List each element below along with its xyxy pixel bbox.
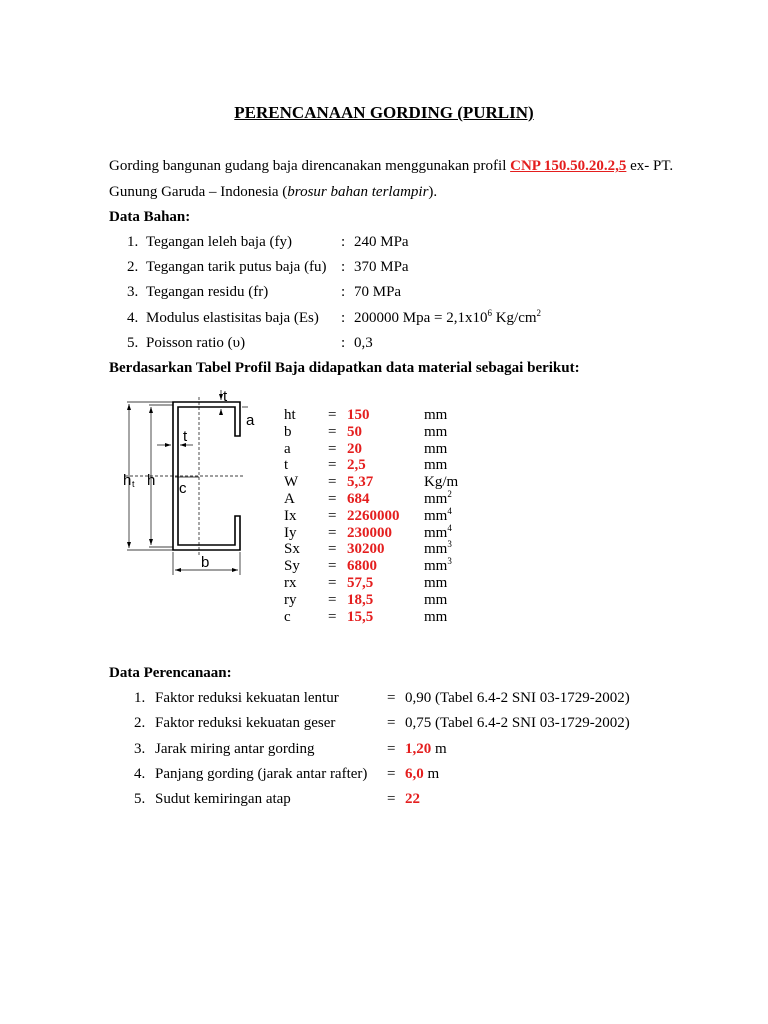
property-equals: =	[328, 440, 337, 457]
perencanaan-num: 4.	[134, 766, 146, 782]
property-unit-text: mm	[424, 440, 448, 457]
property-unit	[424, 474, 458, 491]
property-unit	[424, 592, 447, 609]
property-equals: =	[328, 507, 337, 524]
data-perencanaan-heading: Data Perencanaan:	[109, 665, 232, 681]
property-value: 2260000	[347, 507, 400, 524]
property-value: 57,5	[347, 574, 374, 591]
perencanaan-unit: m	[431, 741, 447, 757]
property-unit-text: mm	[424, 423, 448, 440]
profile-link: CNP 150.50.20.2,5	[510, 158, 627, 174]
property-unit-exponent: 4	[447, 505, 452, 516]
bahan-value-2: 370 MPa	[354, 259, 409, 275]
bahan-label-4: Modulus elastisitas baja (Es)	[146, 310, 319, 326]
property-unit-text: mm	[424, 608, 448, 625]
property-equals: =	[328, 490, 337, 507]
dim-label-a: a	[246, 412, 255, 429]
property-label: a	[284, 440, 291, 457]
intro-text-2: Gunung Garuda – Indonesia (	[109, 184, 288, 200]
property-unit	[424, 609, 447, 626]
property-label: ht	[284, 407, 296, 423]
property-unit-exponent: 4	[447, 522, 452, 533]
property-label: Sy	[284, 558, 300, 575]
bahan-label-1: Tegangan leleh baja (fy)	[146, 234, 292, 250]
intro-suffix: ex- PT.	[626, 158, 674, 174]
modulus-unit: Kg/cm	[491, 310, 537, 326]
bahan-colon-5: :	[341, 335, 346, 351]
modulus-unit-exp: 2	[536, 308, 542, 318]
perencanaan-unit: m	[423, 766, 440, 782]
perencanaan-value-text: 0,90 (Tabel 6.4-2 SNI 03-1729-2002)	[405, 690, 630, 706]
perencanaan-value	[405, 742, 447, 757]
dim-label-b: b	[201, 554, 210, 571]
dim-label-t-flange: t	[223, 388, 228, 405]
perencanaan-num: 3.	[134, 741, 146, 757]
property-equals: =	[328, 591, 337, 608]
perencanaan-equals: =	[387, 715, 396, 731]
perencanaan-equals: =	[387, 741, 396, 757]
perencanaan-label: Jarak miring antar gording	[155, 741, 315, 757]
property-label: c	[284, 608, 291, 625]
bahan-colon-3: :	[341, 284, 346, 300]
property-equals: =	[328, 407, 337, 423]
bahan-value-3: 70 MPa	[354, 284, 402, 300]
property-value: 18,5	[347, 591, 374, 608]
property-unit-exponent: 2	[447, 488, 452, 499]
property-equals: =	[328, 423, 337, 440]
property-unit-text: mm	[424, 558, 448, 575]
property-label: t	[284, 457, 289, 474]
bahan-colon-1: :	[341, 234, 346, 250]
property-unit-text: mm	[424, 457, 448, 474]
property-equals: =	[328, 541, 337, 558]
bahan-num-1: 1.	[127, 234, 139, 250]
property-value: 2,5	[347, 457, 366, 474]
property-unit	[424, 558, 452, 575]
property-unit-text: mm	[424, 541, 448, 558]
bahan-label-3: Tegangan residu (fr)	[146, 284, 269, 300]
perencanaan-value-red: 6,0	[405, 766, 424, 782]
perencanaan-num: 5.	[134, 791, 146, 807]
property-value: 15,5	[347, 608, 374, 625]
perencanaan-label: Sudut kemiringan atap	[155, 791, 291, 807]
property-label: W	[284, 474, 299, 491]
bahan-num-4: 4.	[127, 310, 139, 326]
property-equals: =	[328, 474, 337, 491]
perencanaan-num: 1.	[134, 690, 146, 706]
property-unit-text: mm	[424, 490, 448, 507]
perencanaan-value	[405, 767, 439, 782]
dim-label-c: c	[179, 480, 187, 497]
property-unit	[424, 441, 447, 458]
bahan-value-1: 240 MPa	[354, 234, 409, 250]
perencanaan-equals: =	[387, 766, 396, 782]
property-equals: =	[328, 524, 337, 541]
data-bahan-heading: Data Bahan:	[109, 209, 191, 225]
property-equals: =	[328, 608, 337, 625]
bahan-label-5: Poisson ratio (υ)	[146, 335, 246, 351]
property-unit	[424, 457, 447, 474]
bahan-label-2: Tegangan tarik putus baja (fu)	[146, 259, 327, 275]
property-value: 5,37	[347, 474, 374, 491]
perencanaan-value	[405, 716, 630, 731]
bahan-colon-4: :	[341, 310, 346, 326]
c-channel-profile-diagram	[115, 385, 255, 580]
property-equals: =	[328, 457, 337, 474]
property-unit	[424, 424, 447, 441]
bahan-num-5: 5.	[127, 335, 139, 351]
property-label: ry	[284, 591, 297, 608]
perencanaan-equals: =	[387, 791, 396, 807]
property-value: 20	[347, 440, 362, 457]
property-value: 6800	[347, 558, 377, 575]
property-equals: =	[328, 574, 337, 591]
property-unit-exponent: 3	[447, 539, 452, 550]
property-label: A	[284, 490, 295, 507]
perencanaan-label: Panjang gording (jarak antar rafter)	[155, 766, 368, 782]
property-unit	[424, 407, 447, 424]
property-value: 150	[347, 407, 370, 423]
dim-label-t-web: t	[183, 428, 188, 445]
dim-label-ht-sub: t	[132, 479, 135, 489]
intro-suffix-2: ).	[428, 184, 438, 200]
bahan-value-4	[354, 308, 542, 326]
bahan-colon-2: :	[341, 259, 346, 275]
perencanaan-value-red: 1,20	[405, 741, 432, 757]
property-value: 684	[347, 490, 370, 507]
modulus-value: 200000 Mpa = 2,1x10	[354, 310, 488, 326]
property-unit-text: mm	[424, 591, 448, 608]
property-label: rx	[284, 574, 297, 591]
perencanaan-value	[405, 792, 420, 807]
property-label: Sx	[284, 541, 300, 558]
perencanaan-label: Faktor reduksi kekuatan geser	[155, 715, 336, 731]
intro-line-1	[109, 159, 673, 174]
perencanaan-value-red: 22	[405, 791, 420, 807]
bahan-num-3: 3.	[127, 284, 139, 300]
bahan-value-5: 0,3	[354, 335, 373, 351]
modulus-exp: 6	[487, 308, 492, 318]
property-label: Ix	[284, 507, 297, 524]
property-label: b	[284, 423, 292, 440]
property-unit-text: mm	[424, 574, 448, 591]
dim-label-ht: h	[123, 472, 132, 489]
property-unit-exponent: 3	[447, 556, 452, 567]
perencanaan-num: 2.	[134, 715, 146, 731]
perencanaan-equals: =	[387, 690, 396, 706]
intro-line-2	[109, 185, 437, 200]
property-unit-text: mm	[424, 407, 448, 423]
perencanaan-label: Faktor reduksi kekuatan lentur	[155, 690, 339, 706]
intro-italic: brosur bahan terlampir	[287, 184, 429, 200]
property-value: 30200	[347, 541, 385, 558]
property-value: 230000	[347, 524, 392, 541]
perencanaan-value	[405, 691, 630, 706]
bahan-num-2: 2.	[127, 259, 139, 275]
tabel-heading: Berdasarkan Tabel Profil Baja didapatkan data material sebagai berikut:	[109, 360, 580, 376]
property-unit-text: mm	[424, 507, 448, 524]
property-equals: =	[328, 558, 337, 575]
intro-text: Gording bangunan gudang baja direncanakan menggunakan profil	[109, 158, 511, 174]
page-title: PERENCANAAN GORDING (PURLIN)	[234, 103, 534, 122]
property-unit	[424, 575, 447, 592]
property-value: 50	[347, 423, 362, 440]
property-label: Iy	[284, 524, 297, 541]
property-unit-text: Kg/m	[424, 474, 459, 491]
dim-label-h: h	[147, 472, 156, 489]
property-unit-text: mm	[424, 524, 448, 541]
perencanaan-value-text: 0,75 (Tabel 6.4-2 SNI 03-1729-2002)	[405, 715, 630, 731]
